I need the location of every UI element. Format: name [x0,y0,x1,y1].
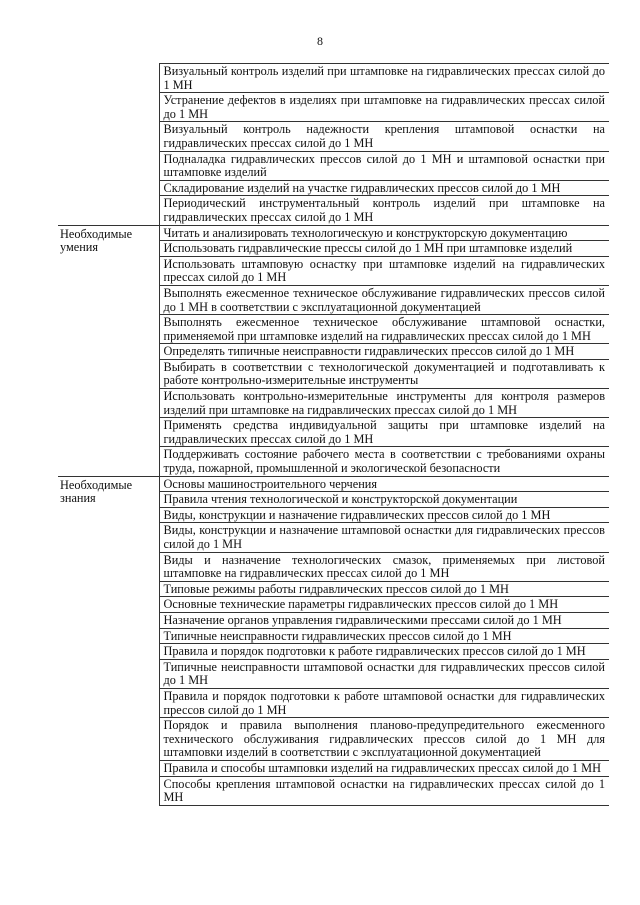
requirement-item: Типичные неисправности гидравлических прессов силой до 1 МН [159,628,609,644]
table-row [58,64,609,93]
requirement-item: Устранение дефектов в изделиях при штамповке на гидравлических прессах силой до 1 МН [159,93,609,122]
requirement-item: Способы крепления штамповой оснастки на гидравлических прессах силой до 1 МН [159,776,609,805]
table-row [58,225,609,241]
requirement-item: Визуальный контроль изделий при штамповке на гидравлических прессах силой до 1 МН [159,64,609,93]
requirement-item: Основные технические параметры гидравлических прессов силой до 1 МН [159,597,609,613]
requirement-item: Выполнять ежесменное техническое обслуживание гидравлических прессов силой до 1 МН в соответствии с эксплуатационной документацией [159,285,609,314]
requirement-item: Виды и назначение технологических смазок, применяемых при листовой штамповке на гидравлических прессах силой до 1 МН [159,552,609,581]
requirement-item: Поддерживать состояние рабочего места в соответствии с требованиями охраны труда, пожарной, промышленной и экологической безопасности [159,447,609,476]
table-row [58,476,609,492]
requirement-item: Выбирать в соответствии с технологической документацией и подготавливать к работе контрольно-измерительные инструменты [159,359,609,388]
requirement-item: Использовать гидравлические прессы силой до 1 МН при штамповке изделий [159,241,609,257]
requirement-item: Подналадка гидравлических прессов силой до 1 МН и штамповой оснастки при штамповке изделий [159,151,609,180]
section-label-cell [58,64,159,226]
requirement-item: Правила чтения технологической и конструкторской документации [159,492,609,508]
requirement-item: Определять типичные неисправности гидравлических прессов силой до 1 МН [159,344,609,360]
requirement-item: Правила и способы штамповки изделий на гидравлических прессах силой до 1 МН [159,760,609,776]
requirement-item: Порядок и правила выполнения планово-предупредительного ежесменного технического обслуживания гидравлических прессов силой до 1 МН для штамповки изделий в соответствии с эксплуатационной документацией [159,718,609,761]
requirement-item: Основы машиностроительного черчения [159,476,609,492]
requirement-item: Использовать штамповую оснастку при штамповке изделий на гидравлических прессах силой до 1 МН [159,256,609,285]
section-label-cell [58,476,159,805]
requirements-table [58,63,609,806]
requirement-item: Правила и порядок подготовки к работе штамповой оснастки для гидравлических прессов силой до 1 МН [159,688,609,717]
page-number: 8 [317,34,323,48]
requirement-item: Визуальный контроль надежности крепления штамповой оснастки на гидравлических прессах силой до 1 МН [159,122,609,151]
requirement-item: Складирование изделий на участке гидравлических прессов силой до 1 МН [159,180,609,196]
section-label: Необходимые умения [60,226,133,255]
section-label-cell [58,225,159,476]
requirement-item: Периодический инструментальный контроль изделий при штамповке на гидравлических прессах силой до 1 МН [159,196,609,225]
requirement-item: Типичные неисправности штамповой оснастки для гидравлических прессов силой до 1 МН [159,659,609,688]
requirement-item: Типовые режимы работы гидравлических прессов силой до 1 МН [159,581,609,597]
requirement-item: Читать и анализировать технологическую и конструкторскую документацию [159,225,609,241]
requirement-item: Назначение органов управления гидравлическими прессами силой до 1 МН [159,612,609,628]
requirement-item: Применять средства индивидуальной защиты при штамповке изделий на гидравлических прессах силой до 1 МН [159,418,609,447]
requirement-item: Виды, конструкции и назначение гидравлических прессов силой до 1 МН [159,507,609,523]
section-label: Необходимые знания [60,477,133,506]
requirement-item: Использовать контрольно-измерительные инструменты для контроля размеров изделий при штамповке на гидравлических прессах силой до 1 МН [159,389,609,418]
requirement-item: Виды, конструкции и назначение штамповой оснастки для гидравлических прессов силой до 1 МН [159,523,609,552]
requirement-item: Выполнять ежесменное техническое обслуживание штамповой оснастки, применяемой при штамповке изделий на гидравлических прессах силой до 1 МН [159,315,609,344]
requirement-item: Правила и порядок подготовки к работе гидравлических прессов силой до 1 МН [159,644,609,660]
